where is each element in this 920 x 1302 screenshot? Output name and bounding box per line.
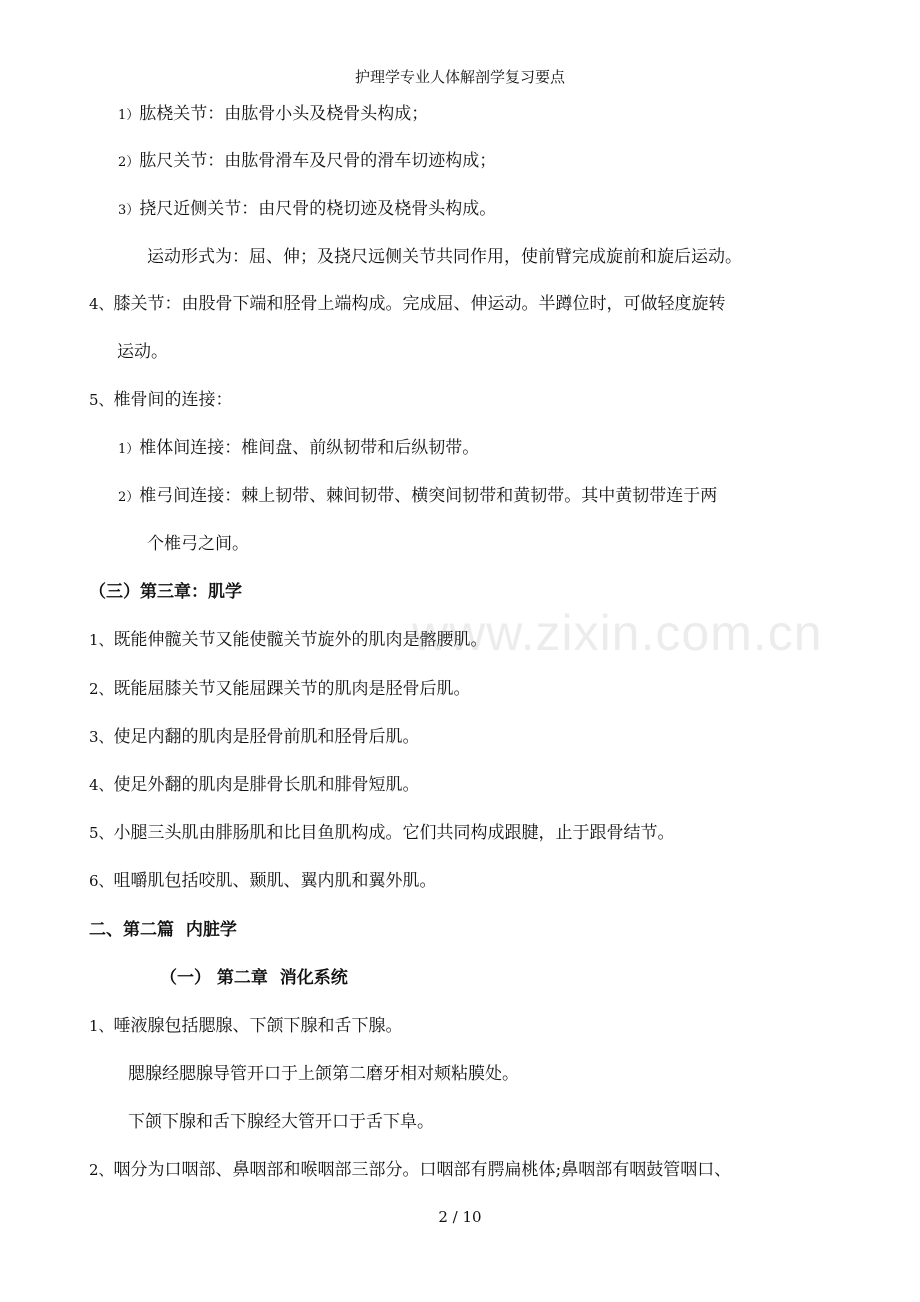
- list-item: [89, 773, 420, 797]
- list-item: [118, 102, 428, 128]
- paragraph-line: 运动。: [117, 342, 168, 362]
- list-item: [118, 197, 496, 223]
- item-text: 使足内翻的肌肉是胫骨前肌和胫骨后肌。: [113, 727, 420, 747]
- list-item: [89, 1158, 731, 1182]
- item-text: 肱尺关节：由肱骨滑车及尺骨的滑车切迹构成；: [139, 151, 497, 171]
- chapter-heading: （一） 第二章 消化系统: [160, 968, 348, 988]
- item-number: 2、: [89, 680, 114, 698]
- item-number: 3）: [118, 203, 140, 218]
- item-text: 既能伸髋关节又能使髋关节旋外的肌肉是髂腰肌。: [113, 630, 488, 650]
- item-text: 椎弓间连接：棘上韧带、棘间韧带、横突间韧带和黄韧带。其中黄韧带连于两: [139, 486, 718, 506]
- paragraph-line: 下颌下腺和舌下腺经大管开口于舌下阜。: [128, 1112, 434, 1132]
- section-heading: （三）第三章：肌学: [89, 582, 242, 602]
- item-number: 5、: [89, 824, 114, 842]
- item-number: 1、: [89, 1017, 114, 1035]
- item-number: 3、: [89, 728, 114, 746]
- item-text: 椎骨间的连接：: [113, 390, 233, 410]
- item-text: 咽分为口咽部、鼻咽部和喉咽部三部分。口咽部有腭扁桃体;鼻咽部有咽鼓管咽口、: [113, 1160, 732, 1180]
- item-number: 5、: [89, 391, 114, 409]
- list-item: [89, 388, 233, 412]
- item-number: 2）: [118, 490, 140, 505]
- list-item: [89, 725, 420, 749]
- item-text: 唾液腺包括腮腺、下颌下腺和舌下腺。: [113, 1016, 403, 1036]
- list-item: [89, 821, 675, 845]
- item-number: 4、: [89, 776, 114, 794]
- watermark: www.zixin.com.cn: [412, 605, 823, 661]
- item-text: 膝关节：由股骨下端和胫骨上端构成。完成屈、伸运动。半蹲位时，可做轻度旋转: [113, 294, 726, 314]
- paragraph-line: 个椎弓之间。: [147, 534, 249, 554]
- item-number: 1）: [118, 442, 140, 457]
- item-text: 小腿三头肌由腓肠肌和比目鱼肌构成。它们共同构成跟腱，止于跟骨结节。: [113, 823, 675, 843]
- item-text: 咀嚼肌包括咬肌、颞肌、翼内肌和翼外肌。: [113, 871, 437, 891]
- list-item: [118, 149, 496, 175]
- item-number: 2、: [89, 1161, 114, 1179]
- item-text: 挠尺近侧关节：由尺骨的桡切迹及桡骨头构成。: [139, 199, 497, 219]
- page-number: 2 / 10: [438, 1208, 482, 1226]
- item-number: 1）: [118, 108, 140, 123]
- list-item: [89, 1014, 403, 1038]
- list-item: [89, 628, 488, 652]
- item-number: 4、: [89, 295, 114, 313]
- item-text: 椎体间连接：椎间盘、前纵韧带和后纵韧带。: [139, 438, 480, 458]
- item-text: 使足外翻的肌肉是腓骨长肌和腓骨短肌。: [113, 775, 420, 795]
- item-text: 肱桡关节：由肱骨小头及桡骨头构成；: [139, 104, 429, 124]
- list-item: [89, 677, 471, 701]
- paragraph-line: 运动形式为：屈、伸；及挠尺远侧关节共同作用，使前臂完成旋前和旋后运动。: [147, 247, 742, 267]
- item-number: 2）: [118, 155, 140, 170]
- list-item: [118, 436, 479, 462]
- page-header: 护理学专业人体解剖学复习要点: [354, 68, 565, 86]
- list-item: [118, 484, 717, 510]
- paragraph-line: 腮腺经腮腺导管开口于上颌第二磨牙相对颊粘膜处。: [128, 1064, 519, 1084]
- item-number: 1、: [89, 631, 114, 649]
- part-heading: 二、第二篇 内脏学: [89, 920, 237, 940]
- item-number: 6、: [89, 872, 114, 890]
- list-item: [89, 869, 437, 893]
- item-text: 既能屈膝关节又能屈踝关节的肌肉是胫骨后肌。: [113, 679, 471, 699]
- list-item: [89, 292, 726, 316]
